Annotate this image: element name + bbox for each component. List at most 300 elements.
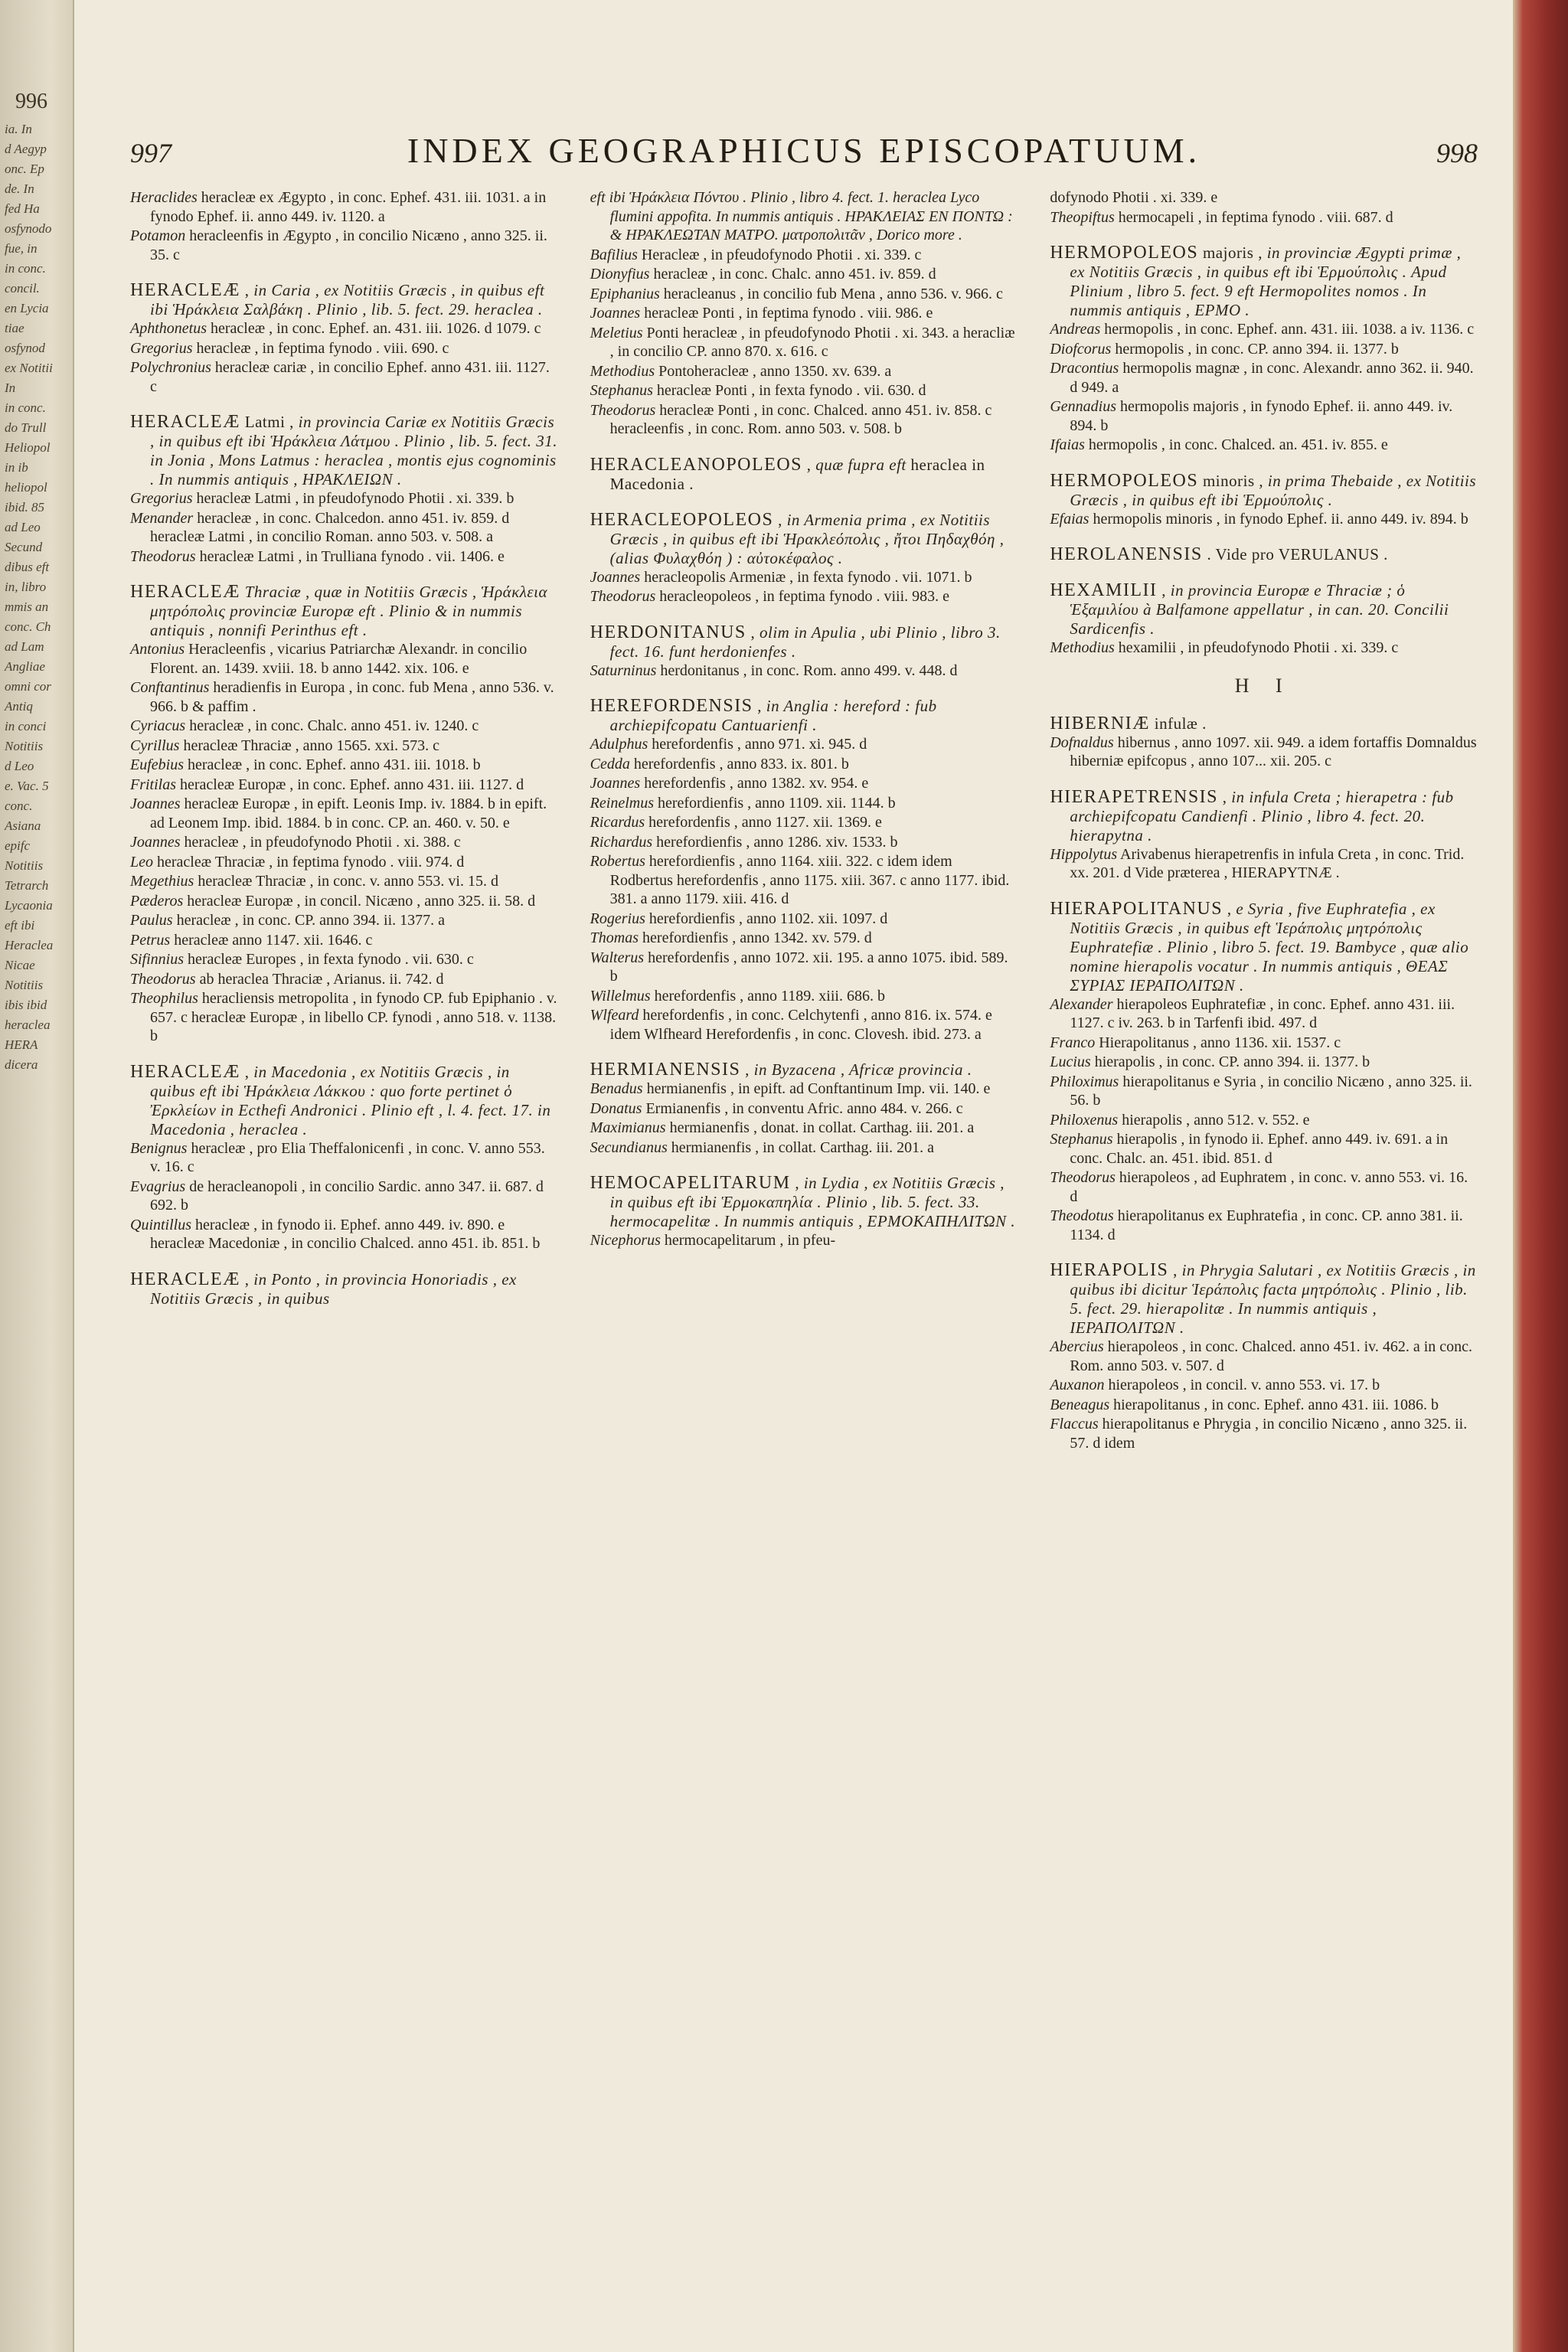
margin-fragment: onc. Ep <box>5 162 44 176</box>
entry-reference: heracleæ Ponti , in feptima fynodo . viii. 986. e <box>640 305 933 322</box>
margin-fragment: fed Ha <box>5 201 40 216</box>
heading-keyword: HIBERNIÆ <box>1050 713 1151 733</box>
index-entry <box>130 339 558 358</box>
bishop-name: Wlfeard <box>590 1007 639 1024</box>
margin-fragment: in, libro <box>5 580 47 594</box>
bishop-name: Bafilius <box>590 246 638 263</box>
index-entry <box>1050 1073 1478 1110</box>
bishop-name: Theodorus <box>130 547 196 565</box>
index-entry <box>130 872 558 891</box>
entry-reference: hermianenfis , in collat. Carthag. iii. 201. a <box>667 1138 935 1156</box>
entry-reference: heradienfis in Europa , in conc. fub Mena , anno 536. v. 966. b & paffim . <box>150 679 554 715</box>
index-heading <box>1050 581 1478 639</box>
index-entry <box>1050 436 1478 455</box>
bishop-name: Cyriacus <box>130 717 186 734</box>
index-entry <box>590 774 1018 793</box>
index-entry <box>130 547 558 567</box>
bishop-name: Richardus <box>590 833 653 851</box>
bishop-name: Abercius <box>1050 1338 1104 1355</box>
entry-reference: heracleæ Latmi , in Trulliana fynodo . vii. 1406. e <box>195 547 505 565</box>
entry-reference: hierapoleos , in conc. Chalced. anno 451. iv. 462. a in conc. Rom. anno 503. v. 507. d <box>1070 1338 1473 1374</box>
margin-fragment: ibid. 85 <box>5 500 44 514</box>
margin-fragment: Asiana <box>5 818 41 833</box>
margin-fragment: Notitiis <box>5 739 44 753</box>
heading-tail: heraclea in Macedonia . <box>609 455 985 493</box>
index-entry <box>130 931 558 950</box>
index-entry <box>130 989 558 1046</box>
entry-reference: hierapoleos , in concil. v. anno 553. vi. 17. b <box>1104 1377 1380 1393</box>
bishop-name: Walterus <box>590 949 645 966</box>
index-entry <box>590 1006 1018 1044</box>
heading-keyword: HEROLANENSIS <box>1050 544 1203 564</box>
index-heading <box>590 623 1018 662</box>
entry-reference: hierapolitanus e Syria , in concilio Nicæno , anno 325. ii. 56. b <box>1070 1073 1472 1109</box>
entry-reference: hierapoleos , ad Euphratem , in conc. v. anno 553. vi. 16. d <box>1070 1169 1468 1205</box>
entry-reference: herefordenfis , anno 1189. xiii. 686. b <box>650 987 885 1004</box>
margin-fragment: e. Vac. 5 <box>5 779 49 793</box>
index-heading <box>590 697 1018 735</box>
page-header <box>130 130 1478 184</box>
heading-keyword: HERACLEÆ <box>130 412 240 432</box>
bishop-name: Theodorus <box>590 401 656 419</box>
index-entry <box>590 401 1018 439</box>
index-heading <box>1050 714 1478 733</box>
index-entry <box>590 381 1018 400</box>
bishop-name: Joannes <box>590 305 641 322</box>
facing-page-margin <box>0 0 74 2352</box>
index-heading <box>1050 545 1478 564</box>
margin-fragment: dicera <box>5 1057 38 1072</box>
index-heading <box>1050 472 1478 510</box>
margin-fragment: de. In <box>5 181 34 196</box>
bishop-name: Theodotus <box>1050 1207 1114 1224</box>
bishop-name: Theodorus <box>130 970 196 988</box>
entry-reference: heracleæ cariæ , in concilio Ephef. anno 431. iii. 1127. c <box>150 359 550 395</box>
index-heading <box>130 1063 558 1139</box>
margin-fragment: ad Leo <box>5 520 41 534</box>
bishop-name: Benignus <box>130 1139 188 1157</box>
bishop-name: Theodorus <box>1050 1169 1116 1186</box>
bishop-name: Robertus <box>590 853 645 870</box>
bishop-name: Reinelmus <box>590 794 654 812</box>
index-entry <box>590 987 1018 1006</box>
heading-description: in provincia Cariæ ex Notitiis Græcis , in quibus eft ibi Ἡράκλεια Λάτμου . Plinio , lib. 5. fect. 31. in Jonia , Mons Latmus : heraclea , montis ejus cognominis . In nummis antiquis , ΗΡΑΚΛΕΙΩΝ . <box>150 413 557 488</box>
margin-fragment: do Trull <box>5 420 47 435</box>
bishop-name: Andreas <box>1050 321 1101 338</box>
margin-fragment: conc. Ch <box>5 619 51 634</box>
entry-reference: de heracleanopoli , in concilio Sardic. anno 347. ii. 687. d 692. b <box>150 1178 544 1214</box>
heading-keyword: HIERAPETRENSIS <box>1050 786 1219 807</box>
entry-reference: heracleæ Europæ , in conc. Ephef. anno 431. iii. 1127. d <box>176 776 524 793</box>
index-entry <box>590 910 1018 929</box>
index-entry <box>130 833 558 852</box>
entry-reference: hierapolitanus e Phrygia , in concilio Nicæno , anno 325. ii. 57. d idem <box>1070 1416 1468 1452</box>
index-heading <box>590 456 1018 494</box>
entry-reference: heracleæ , in conc. Chalc. anno 451. iv. 859. d <box>649 266 936 283</box>
entry-reference: heracleæ anno 1147. xii. 1646. c <box>170 931 373 949</box>
entry-reference: heracleæ , in conc. Chalc. anno 451. iv. 1240. c <box>185 717 479 734</box>
index-entry <box>130 358 558 396</box>
index-entry <box>590 324 1018 361</box>
heading-keyword: HEXAMILII <box>1050 580 1158 600</box>
index-entry <box>1050 1415 1478 1452</box>
entry-reference: herefordienfis , anno 1102. xii. 1097. d <box>645 910 888 927</box>
margin-fragment: Antiq <box>5 699 33 714</box>
heading-text: minoris , <box>1198 471 1268 490</box>
index-entry <box>590 794 1018 813</box>
entry-reference: Heracleenfis , vicarius Patriarchæ Alexandr. in concilio Florent. an. 1439. xviii. 18. b anno 1442. xix. 106. e <box>150 641 528 677</box>
index-entry <box>590 304 1018 323</box>
entry-reference: heracleenfis in Ægypto , in concilio Nicæno , anno 325. ii. 35. c <box>150 227 547 263</box>
bishop-name: Polychronius <box>130 359 211 376</box>
entry-reference: Pontoheracleæ , anno 1350. xv. 639. a <box>655 362 892 380</box>
heading-description: in prima Thebaide , ex Notitiis Græcis , in quibus eft ibi Ἑρμούπολις . <box>1070 471 1477 509</box>
index-entry <box>1050 397 1478 435</box>
bishop-name: Theophilus <box>130 990 198 1007</box>
index-entry <box>130 756 558 775</box>
entry-reference: heracleopolis Armeniæ , in fexta fynodo . vii. 1071. b <box>640 568 972 586</box>
index-entry <box>130 188 558 226</box>
bishop-name: Potamon <box>130 227 186 244</box>
bishop-name: Fritilas <box>130 776 177 793</box>
entry-reference: herefordienfis , anno 1164. xiii. 322. c idem idem Rodbertus herefordenfis , anno 1175. xiii. 367. c anno 1177. ibid. 381. a anno 1179. xiii. 416. d <box>609 853 1010 907</box>
index-entry <box>130 776 558 795</box>
index-entry <box>1050 733 1478 771</box>
entry-reference: heracleæ Latmi , in pfeudofynodo Photii . xi. 339. b <box>192 490 514 507</box>
margin-fragment: heliopol <box>5 480 47 495</box>
entry-reference: heracleæ , pro Elia Theffalonicenfi , in conc. V. anno 553. v. 16. c <box>150 1139 545 1175</box>
bishop-name: Pæderos <box>130 892 184 910</box>
margin-fragment: in conci <box>5 719 47 733</box>
margin-fragment: d Aegyp <box>5 142 47 156</box>
continued-text <box>590 188 1018 245</box>
bishop-name: Franco <box>1050 1034 1096 1051</box>
entry-reference: hermocapelitarum , in pfeu- <box>660 1232 836 1249</box>
entry-reference: herefordenfis , anno 1072. xii. 195. a anno 1075. ibid. 589. b <box>609 949 1008 985</box>
heading-text: , <box>1223 899 1236 918</box>
index-entry <box>590 929 1018 948</box>
index-entry <box>1050 208 1478 227</box>
bishop-name: Dracontius <box>1050 360 1119 377</box>
index-entry <box>590 568 1018 587</box>
bishop-name: Philoxenus <box>1050 1111 1119 1129</box>
index-heading <box>130 1270 558 1308</box>
entry-reference: hexamilii , in pfeudofynodo Photii . xi. 339. c <box>1114 639 1399 656</box>
index-entry <box>1050 510 1478 529</box>
index-heading <box>130 413 558 489</box>
continued-description: eft ibi Ἡράκλεια Πόντου . Plinio , libro 4. fect. 1. heraclea Lyco flumini appofita. In nummis antiquis . ΗΡΑΚΛΕΙΑΣ ΕΝ ΠΟΝΤΩ : & ΗΡΑΚΛΕΩΤΑΝ ΜΑΤΡΟ. ματροπολιτᾶν , Dorico more . <box>590 189 1013 243</box>
entry-reference: heracleæ , in conc. Ephef. an. 431. iii. 1026. d 1079. c <box>207 320 541 337</box>
entry-reference: hierapolitanus ex Euphratefia , in conc. CP. anno 381. ii. 1134. d <box>1070 1207 1463 1243</box>
margin-fragment: Heraclea <box>5 938 54 952</box>
index-entry <box>130 892 558 911</box>
bishop-name: Flaccus <box>1050 1416 1099 1432</box>
bishop-name: Maximianus <box>590 1119 666 1136</box>
left-page-number: 997 <box>130 138 172 168</box>
heading-text: , <box>1168 1261 1182 1279</box>
entry-reference: heracleæ , in fynodo ii. Ephef. anno 449. iv. 890. e heracleæ Macedoniæ , in concilio Chalced. anno 451. ib. 851. b <box>150 1216 541 1252</box>
heading-keyword: HERMIANENSIS <box>590 1060 741 1080</box>
index-entry <box>130 970 558 989</box>
margin-fragment: ia. In <box>5 122 32 136</box>
index-entry <box>1050 845 1478 883</box>
heading-description: quæ fupra eft <box>815 455 906 474</box>
margin-fragment: in conc. <box>5 400 46 415</box>
index-entry <box>130 911 558 930</box>
column-1 <box>130 188 558 1453</box>
entry-reference: Heracleæ , in pfeudofynodo Photii . xi. 339. c <box>637 246 922 263</box>
index-entry <box>590 1231 1018 1250</box>
entry-reference: heracleæ Ponti , in conc. Chalced. anno 451. iv. 858. c heracleenfis , in conc. Rom. anno 503. v. 508. b <box>609 401 992 437</box>
margin-fragment: eft ibi <box>5 918 35 933</box>
heading-keyword: HEREFORDENSIS <box>590 696 753 716</box>
heading-text: , <box>240 281 254 299</box>
index-entry <box>130 853 558 872</box>
margin-fragment: d Leo <box>5 759 34 773</box>
index-entry <box>1050 1338 1478 1375</box>
index-entry <box>1050 340 1478 359</box>
bishop-name: Hippolytus <box>1050 845 1118 863</box>
margin-fragment: Notitiis <box>5 858 44 873</box>
bishop-name: Auxanon <box>1050 1377 1105 1393</box>
index-heading <box>590 1060 1018 1080</box>
margin-fragment: HERA <box>5 1037 38 1052</box>
heading-description: in provinciæ Ægypti primæ , ex Notitiis Græcis , in quibus eft ibi Ἑρμούπολις . Apud Plinium , libro 5. fect. 9 eft Hermopolites nomos . In nummis antiquis , ΕΡΜΟ . <box>1070 243 1462 319</box>
heading-text: , <box>1157 581 1171 599</box>
index-entry <box>1050 1376 1478 1395</box>
bishop-name: Megethius <box>130 873 194 890</box>
bishop-name: Joannes <box>590 568 641 586</box>
book-binding-edge <box>1513 0 1568 2352</box>
entry-reference: herefordenfis , anno 971. xi. 945. d <box>648 736 867 753</box>
margin-fragment: ibis ibid <box>5 998 47 1012</box>
column-2 <box>590 188 1018 1453</box>
entry-reference: heracleæ Europæ , in epift. Leonis Imp. iv. 1884. b in epift. ad Leonem Imp. ibid. 1884. b in conc. CP. an. 460. v. 50. e <box>150 795 547 831</box>
heading-keyword: HERACLEANOPOLEOS <box>590 454 803 475</box>
heading-description: Thraciæ , quæ in Notitiis Græcis , Ἡράκλεια μητρόπολις provinciæ Europæ eft . Plinio & in nummis antiquis , nonnifi Perinthus eft . <box>150 583 548 639</box>
heading-text: , <box>740 1060 754 1079</box>
index-entry <box>590 1138 1018 1158</box>
index-entry <box>1050 995 1478 1033</box>
index-entry <box>590 735 1018 754</box>
facing-page-number: 996 <box>15 90 47 113</box>
entry-reference: heracleæ , in feptima fynodo . viii. 690. c <box>192 339 449 357</box>
margin-fragment: fue, in <box>5 241 38 256</box>
entry-reference: hermopolis , in conc. Ephef. ann. 431. iii. 1038. a iv. 1136. c <box>1100 321 1475 338</box>
index-entry <box>130 795 558 832</box>
column-3 <box>1050 188 1478 1453</box>
index-heading <box>130 281 558 319</box>
index-entry <box>1050 359 1478 397</box>
index-entry <box>130 950 558 969</box>
entry-reference: hierapolis , in fynodo ii. Ephef. anno 449. iv. 691. a in conc. Chalc. an. 451. ibid. 851. d <box>1070 1131 1449 1167</box>
heading-keyword: HERMOPOLEOS <box>1050 470 1199 491</box>
bishop-name: Nicephorus <box>590 1232 661 1249</box>
margin-fragment: epifc <box>5 838 31 853</box>
entry-reference: hermopolis , in conc. Chalced. an. 451. iv. 855. e <box>1084 436 1388 453</box>
index-entry <box>590 949 1018 986</box>
index-entry <box>130 489 558 508</box>
bishop-name: Efaias <box>1050 510 1089 528</box>
bishop-name: Eufebius <box>130 756 184 773</box>
bishop-name: Methodius <box>1050 639 1115 656</box>
bishop-name: Heraclides <box>130 189 198 206</box>
margin-fragment: ex Notitii <box>5 361 53 375</box>
page-title: INDEX GEOGRAPHICUS EPISCOPATUUM. <box>407 131 1201 170</box>
heading-description: in Lydia , ex Notitiis Græcis , in quibus eft ibi Ἑρμοκαπηλία . Plinio , lib. 5. fect. 33. hermocapelitæ . In nummis antiquis , ΕΡΜΟΚΑΠΗΛΙΤΩΝ . <box>609 1174 1016 1230</box>
entry-reference: Ponti heracleæ , in pfeudofynodo Photii . xi. 343. a heracliæ , in concilio CP. anno 870. x. 616. c <box>609 324 1015 360</box>
heading-keyword: HEMOCAPELITARUM <box>590 1173 791 1193</box>
margin-fragment: osfynodo <box>5 221 52 236</box>
bishop-name: Stephanus <box>1050 1131 1113 1148</box>
entry-reference: heracleæ Thraciæ , in feptima fynodo . viii. 974. d <box>153 853 465 871</box>
bishop-name: Cedda <box>590 755 630 773</box>
index-entry <box>1050 1130 1478 1168</box>
bishop-name: Meletius <box>590 324 643 341</box>
entry-reference: Hierapolitanus , anno 1136. xii. 1537. c <box>1095 1034 1341 1051</box>
bishop-name: Joannes <box>590 775 641 792</box>
bishop-name: Benadus <box>590 1080 643 1097</box>
bishop-name: Secundianus <box>590 1138 668 1156</box>
index-entry <box>1050 1396 1478 1415</box>
entry-reference: herefordenfis , anno 1382. xv. 954. e <box>640 775 869 792</box>
bishop-name: Alexander <box>1050 995 1113 1013</box>
heading-description: e Syria , five Euphratefia , ex Notitiis Græcis , in quibus eft Ἱεράπολις μητρόπολις Euphratefiæ . Plinio , libro 5. fect. 19. Bambyce , quæ alio nomine hierapolis vocatur . In nummis antiquis , ΘΕΑΣ ΣΥΡΙΑΣ ΙΕΡΑΠΟΛΙΤΩΝ . <box>1070 899 1469 995</box>
index-heading <box>1050 788 1478 845</box>
heading-text: . Vide pro VERULANUS . <box>1202 545 1388 564</box>
bishop-name: Theodorus <box>590 588 656 605</box>
entry-reference: herefordenfis , in conc. Celchytenfi , anno 816. ix. 574. e idem Wlfheard Herefordenfis , in conc. Clovesh. ibid. 273. a <box>609 1007 992 1043</box>
heading-text: , <box>753 697 766 715</box>
index-entry <box>130 678 558 716</box>
index-entry <box>590 246 1018 265</box>
heading-keyword: HERACLEÆ <box>130 582 240 602</box>
bishop-name: Rogerius <box>590 910 645 927</box>
bishop-name: Adulphus <box>590 736 648 753</box>
heading-keyword: HERMOPOLEOS <box>1050 243 1199 263</box>
index-entry <box>590 755 1018 774</box>
heading-text: , <box>746 622 760 642</box>
index-entry <box>590 833 1018 852</box>
index-heading <box>1050 243 1478 320</box>
margin-fragment: Notitiis <box>5 978 44 992</box>
index-entry <box>1050 639 1478 658</box>
heading-description: in Phrygia Salutari , ex Notitiis Græcis , in quibus ibi dicitur Ἱεράπολις facta μητρόπολις . Plinio , lib. 5. fect. 29. hierapolitæ . In nummis antiquis , ΙΕΡΑΠΟΛΙΤΩΝ . <box>1070 1261 1476 1337</box>
heading-description: in Armenia prima , ex Notitiis Græcis , in quibus eft ibi Ἡρακλεόπολις , ἤτοι Πηδαχθόη , (alias Φυλαχθόη ) : αὐτοκέφαλος . <box>609 510 1004 567</box>
heading-description: in Macedonia , ex Notitiis Græcis , in quibus eft ibi Ἡράκλεια Λάκκου : quo forte pertinet ὁ Ἐρκλείων in Ecthefi Andronici . Plinio eft , l. 4. fect. 17. in Macedonia , heraclea . <box>150 1062 551 1138</box>
bishop-name: Theopiftus <box>1050 208 1115 226</box>
margin-fragment: in ib <box>5 460 28 475</box>
index-entry <box>1050 1168 1478 1206</box>
margin-fragment: tiae <box>5 321 24 335</box>
index-entry <box>590 1080 1018 1099</box>
index-entry <box>130 1139 558 1177</box>
entry-reference: hibernus , anno 1097. xii. 949. a idem fortaffis Domnaldus hiberniæ epifcopus , anno 107... xii. 205. c <box>1070 733 1477 769</box>
entry-reference: heracleæ , in pfeudofynodo Photii . xi. 388. c <box>180 834 461 851</box>
index-entry <box>590 662 1018 681</box>
bishop-name: Ricardus <box>590 814 645 831</box>
entry-reference: herefordienfis , anno 1342. xv. 579. d <box>639 929 872 946</box>
index-heading <box>590 511 1018 568</box>
entry-reference: heracleæ Europes , in fexta fynodo . vii. 630. c <box>184 951 474 968</box>
bishop-name: Joannes <box>130 795 181 812</box>
heading-text: , <box>802 455 816 474</box>
index-entry <box>1050 1111 1478 1130</box>
heading-text: Latmi , <box>240 413 299 431</box>
entry-reference: hermopolis , in conc. CP. anno 394. ii. 1377. b <box>1111 340 1399 358</box>
entry-reference: heracleæ , in conc. Chalcedon. anno 451. iv. 859. d heracleæ Latmi , in concilio Roman. anno 503. v. 508. a <box>150 509 510 545</box>
index-entry <box>590 285 1018 304</box>
margin-fragment: osfynod <box>5 341 45 355</box>
index-heading <box>1050 900 1478 995</box>
bishop-name: Saturninus <box>590 662 657 679</box>
entry-reference: hierapolitanus , in conc. Ephef. anno 431. iii. 1086. b <box>1109 1396 1439 1413</box>
bishop-name: Beneagus <box>1050 1396 1110 1413</box>
index-heading <box>1050 1261 1478 1338</box>
heading-text: , <box>790 1174 804 1192</box>
margin-fragment: Tetrarch <box>5 878 49 893</box>
heading-description: in Anglia : hereford : fub archiepifcopatu Cantuarienfi . <box>609 697 937 734</box>
bishop-name: Thomas <box>590 929 639 946</box>
bishop-name: Stephanus <box>590 382 653 399</box>
heading-keyword: HERACLEÆ <box>130 1061 240 1082</box>
margin-fragment: mmis an <box>5 599 49 614</box>
index-entry <box>590 1099 1018 1119</box>
entry-reference: hermopolis magnæ , in conc. Alexandr. anno 362. ii. 940. d 949. a <box>1070 360 1474 396</box>
bishop-name: Epiphanius <box>590 285 660 302</box>
entry-reference: heracleæ ex Ægypto , in conc. Ephef. 431. iii. 1031. a in fynodo Ephef. ii. anno 449. iv. 1120. a <box>150 189 547 225</box>
margin-fragment: Heliopol <box>5 440 51 455</box>
bishop-name: Dionyfius <box>590 266 650 283</box>
section-letter: H I <box>1234 674 1293 697</box>
bishop-name: Donatus <box>590 1099 642 1117</box>
bishop-name: Paulus <box>130 912 173 929</box>
heading-keyword: HERDONITANUS <box>590 622 746 642</box>
margin-fragment: en Lycia <box>5 301 49 315</box>
entry-reference: heracleæ Thraciæ , anno 1565. xxi. 573. c <box>179 737 439 754</box>
index-entry <box>130 737 558 756</box>
margin-fragment: concil. <box>5 281 40 296</box>
heading-description: in Ponto , in provincia Honoriadis , ex Notitiis Græcis , in quibus <box>150 1269 517 1308</box>
bishop-name: Diofcorus <box>1050 340 1112 358</box>
index-entry <box>590 852 1018 909</box>
index-entry <box>130 509 558 547</box>
entry-reference: ab heraclea Thraciæ , Arianus. ii. 742. d <box>195 970 444 988</box>
entry-reference: herefordenfis , anno 833. ix. 801. b <box>629 755 849 773</box>
bishop-name: Gregorius <box>130 490 193 507</box>
bishop-name: Dofnaldus <box>1050 733 1114 751</box>
bishop-name: Evagrius <box>130 1178 186 1195</box>
heading-description: in provincia Europæ e Thraciæ ; ὁ Ἑξαμιλίου à Balfamone appellatur , in can. 20. Concilii Sardicenfis . <box>1070 581 1449 638</box>
index-entry <box>590 813 1018 832</box>
entry-reference: hierapoleos Euphratefiæ , in conc. Ephef. anno 431. iii. 1127. c iv. 263. b in Tarfenfi ibid. 497. d <box>1070 995 1455 1031</box>
margin-fragment: ad Lam <box>5 639 44 654</box>
margin-fragment: Nicae <box>5 958 35 972</box>
bishop-name: Methodius <box>590 362 655 380</box>
bishop-name: Leo <box>130 853 153 871</box>
bishop-name: Joannes <box>130 834 181 851</box>
entry-reference: heracliensis metropolita , in fynodo CP. fub Epiphanio . v. 657. c heracleæ Europæ , in libello CP. fynodi , anno 518. v. 1138. b <box>150 990 557 1044</box>
bishop-name: Lucius <box>1050 1054 1091 1070</box>
bishop-name: Antonius <box>130 641 185 658</box>
continued-plain: dofynodo Photii . xi. 339. e <box>1050 189 1218 206</box>
heading-keyword: HERACLEÆ <box>130 280 240 300</box>
bishop-name: Quintillus <box>130 1216 192 1233</box>
continued-text <box>1050 188 1478 207</box>
index-entry <box>130 717 558 736</box>
bishop-name: Petrus <box>130 931 171 949</box>
bishop-name: Gregorius <box>130 339 193 357</box>
